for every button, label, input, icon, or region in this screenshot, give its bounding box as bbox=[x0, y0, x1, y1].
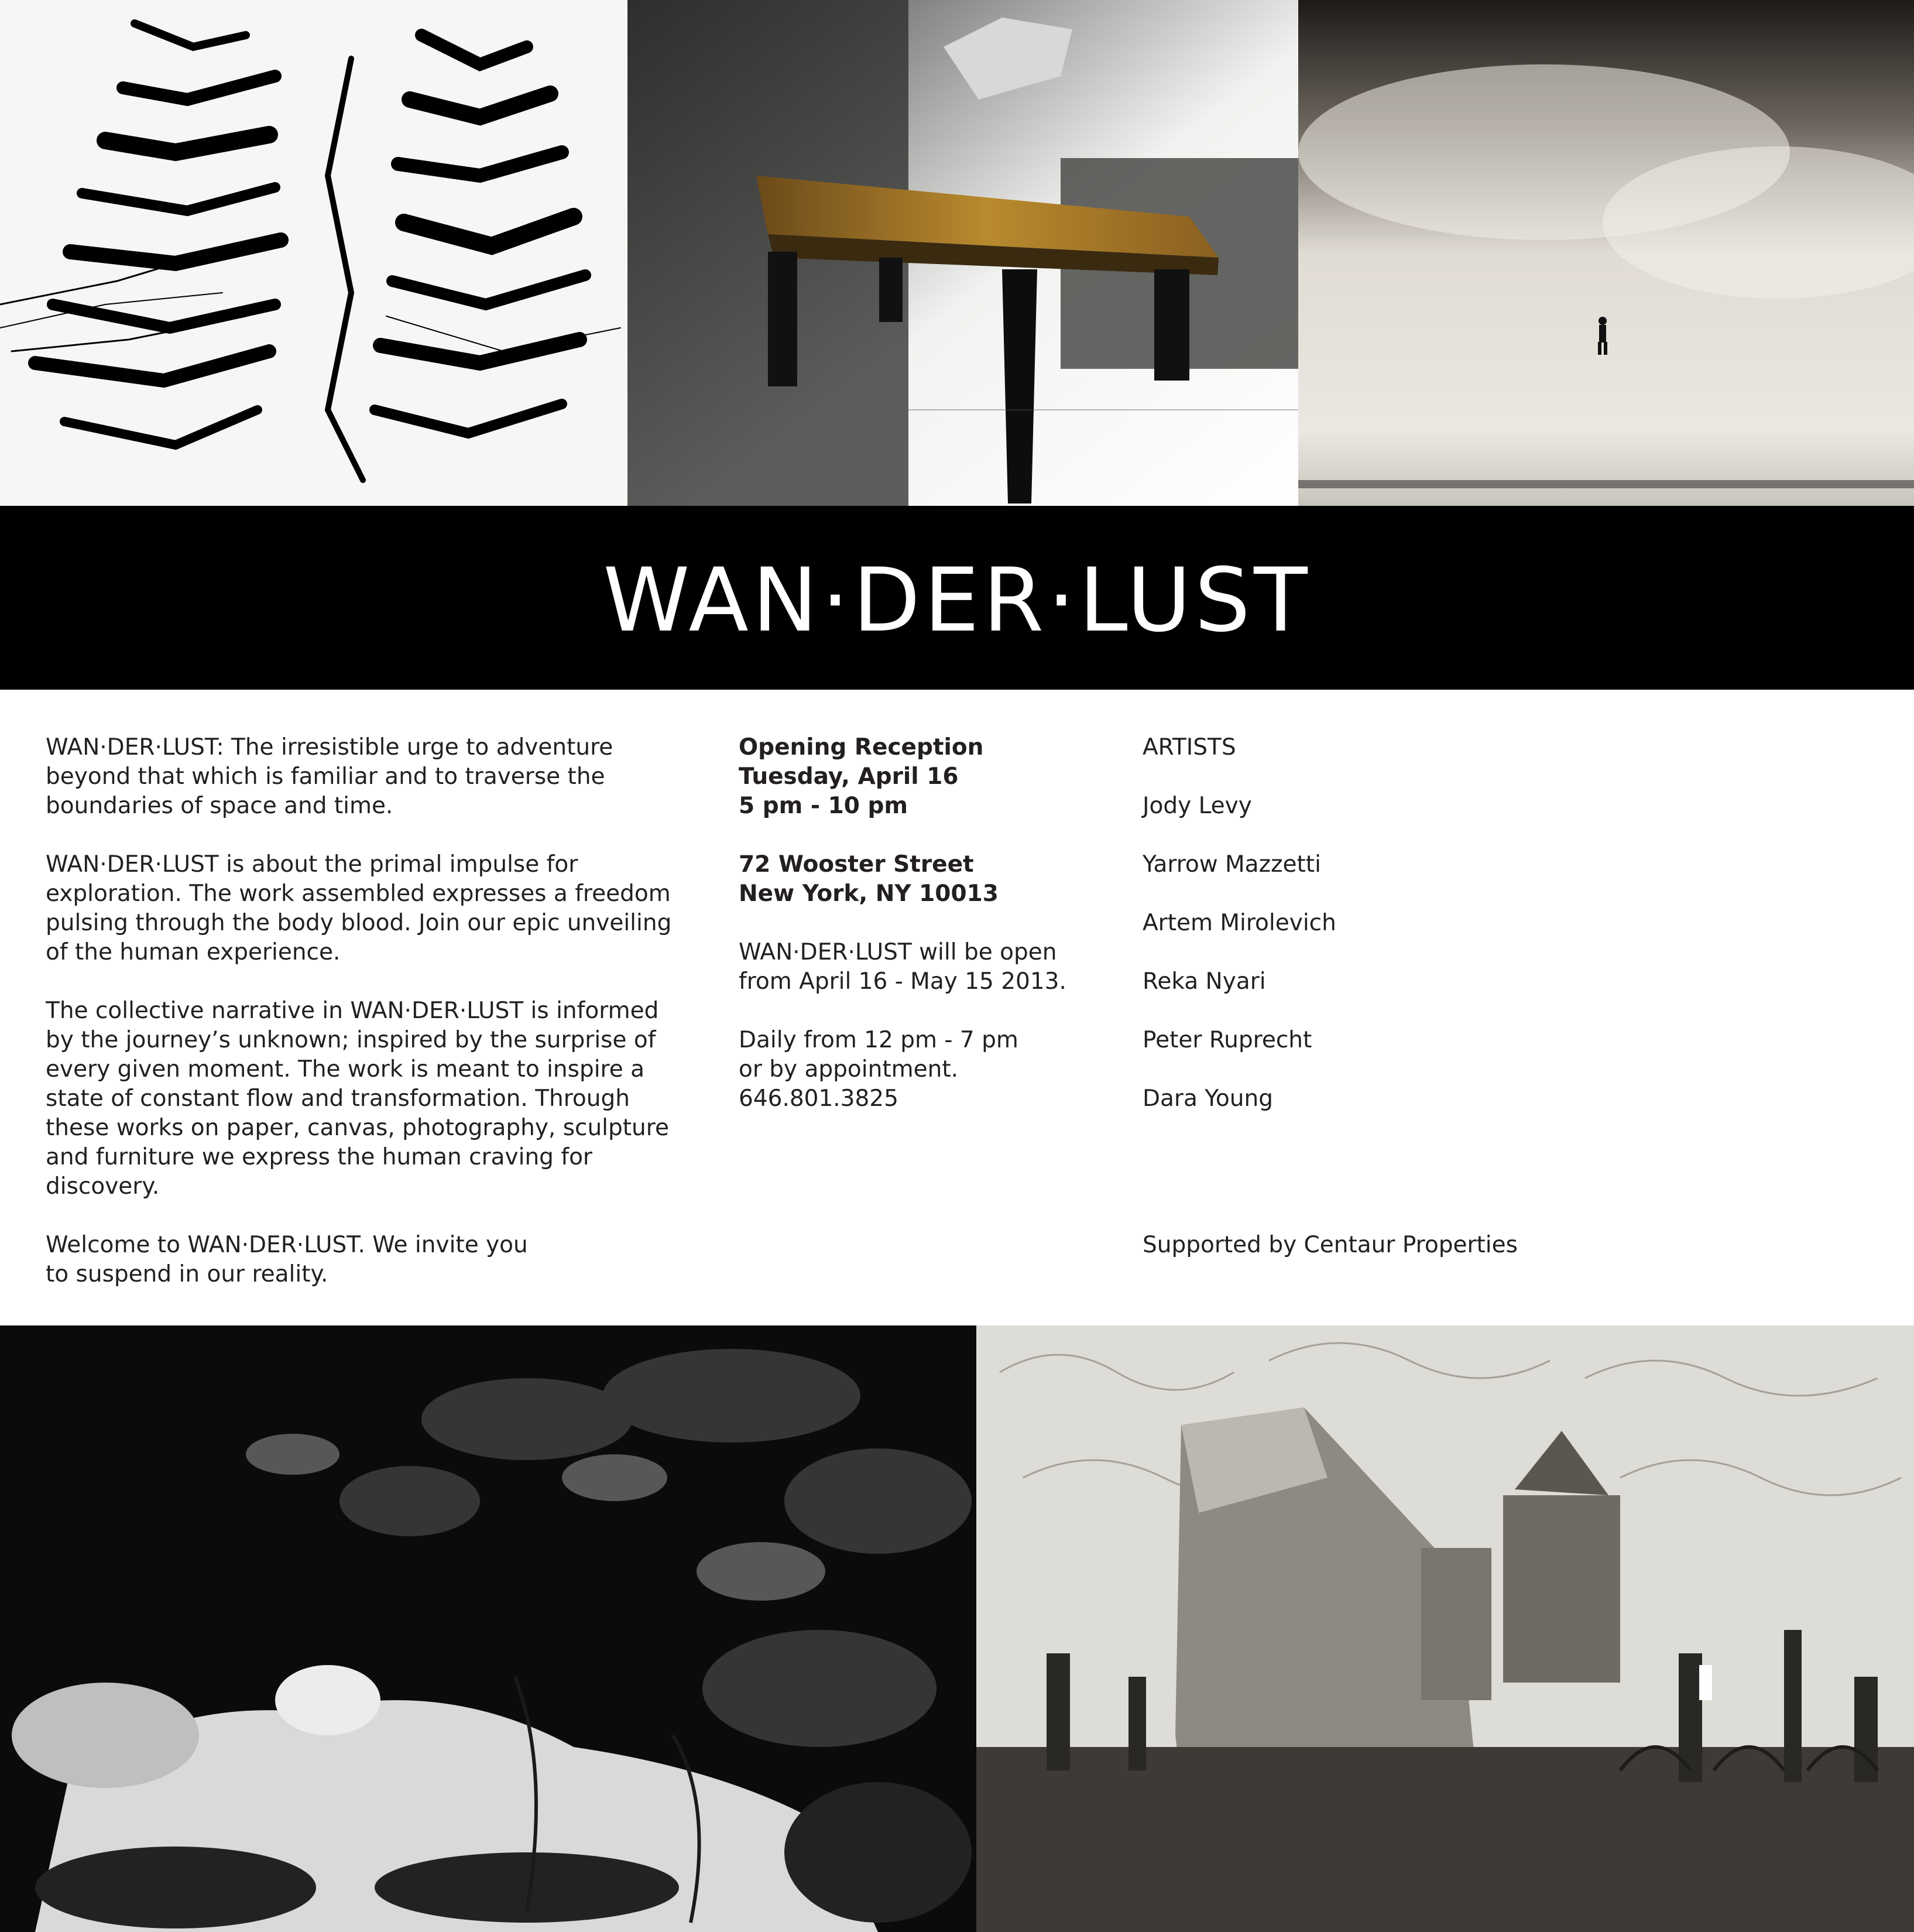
about-paragraph: The collective narrative in WAN·DER·LUST is informed by the journey’s unknown; inspired by the surprise of every given moment. The work is meant to inspire a state of constant flow and transformation. Through these works on paper, canvas, photography, sculpture and furniture we express the human craving for discovery. bbox=[46, 998, 669, 1200]
gallery-hours: Daily from 12 pm - 7 pm or by appointment. 646.801.3825 bbox=[739, 1027, 1018, 1112]
artists-heading: ARTISTS bbox=[1143, 734, 1236, 761]
opening-reception: Opening Reception Tuesday, April 16 5 pm - 10 pm bbox=[739, 734, 984, 819]
page-title: WAN·DER·LUST bbox=[603, 550, 1311, 652]
artist-name: Jody Levy bbox=[1143, 793, 1252, 819]
artists-column bbox=[1143, 733, 1669, 1143]
about-paragraph: WAN·DER·LUST: The irresistible urge to adventure beyond that which is familiar and to traverse the boundaries of space and time. bbox=[46, 734, 613, 819]
about-paragraph: WAN·DER·LUST is about the primal impulse for exploration. The work assembled expresses a freedom pulsing through the body blood. Join our epic unveiling of the human experience. bbox=[46, 851, 672, 965]
city-etching-image bbox=[976, 1325, 1914, 1932]
sponsor-credit: Supported by Centaur Properties bbox=[1143, 1232, 1518, 1258]
reclining-figure-image bbox=[0, 1325, 976, 1932]
fog-walker-image bbox=[1298, 0, 1914, 506]
artist-name: Peter Ruprecht bbox=[1143, 1027, 1312, 1053]
artist-name: Dara Young bbox=[1143, 1085, 1273, 1112]
event-info-column bbox=[739, 733, 1113, 1143]
artist-name: Yarrow Mazzetti bbox=[1143, 851, 1321, 878]
title-banner bbox=[0, 506, 1914, 690]
artist-name: Reka Nyari bbox=[1143, 968, 1266, 995]
wooden-table-image bbox=[627, 0, 1298, 506]
about-column bbox=[46, 733, 713, 1318]
about-paragraph: Welcome to WAN·DER·LUST. We invite you to suspend in our reality. bbox=[46, 1232, 528, 1287]
exhibition-dates: WAN·DER·LUST will be open from April 16 - May 15 2013. bbox=[739, 939, 1066, 995]
venue-address: 72 Wooster Street New York, NY 10013 bbox=[739, 851, 999, 907]
artist-name: Artem Mirolevich bbox=[1143, 910, 1336, 936]
ink-painting-image bbox=[0, 0, 627, 506]
